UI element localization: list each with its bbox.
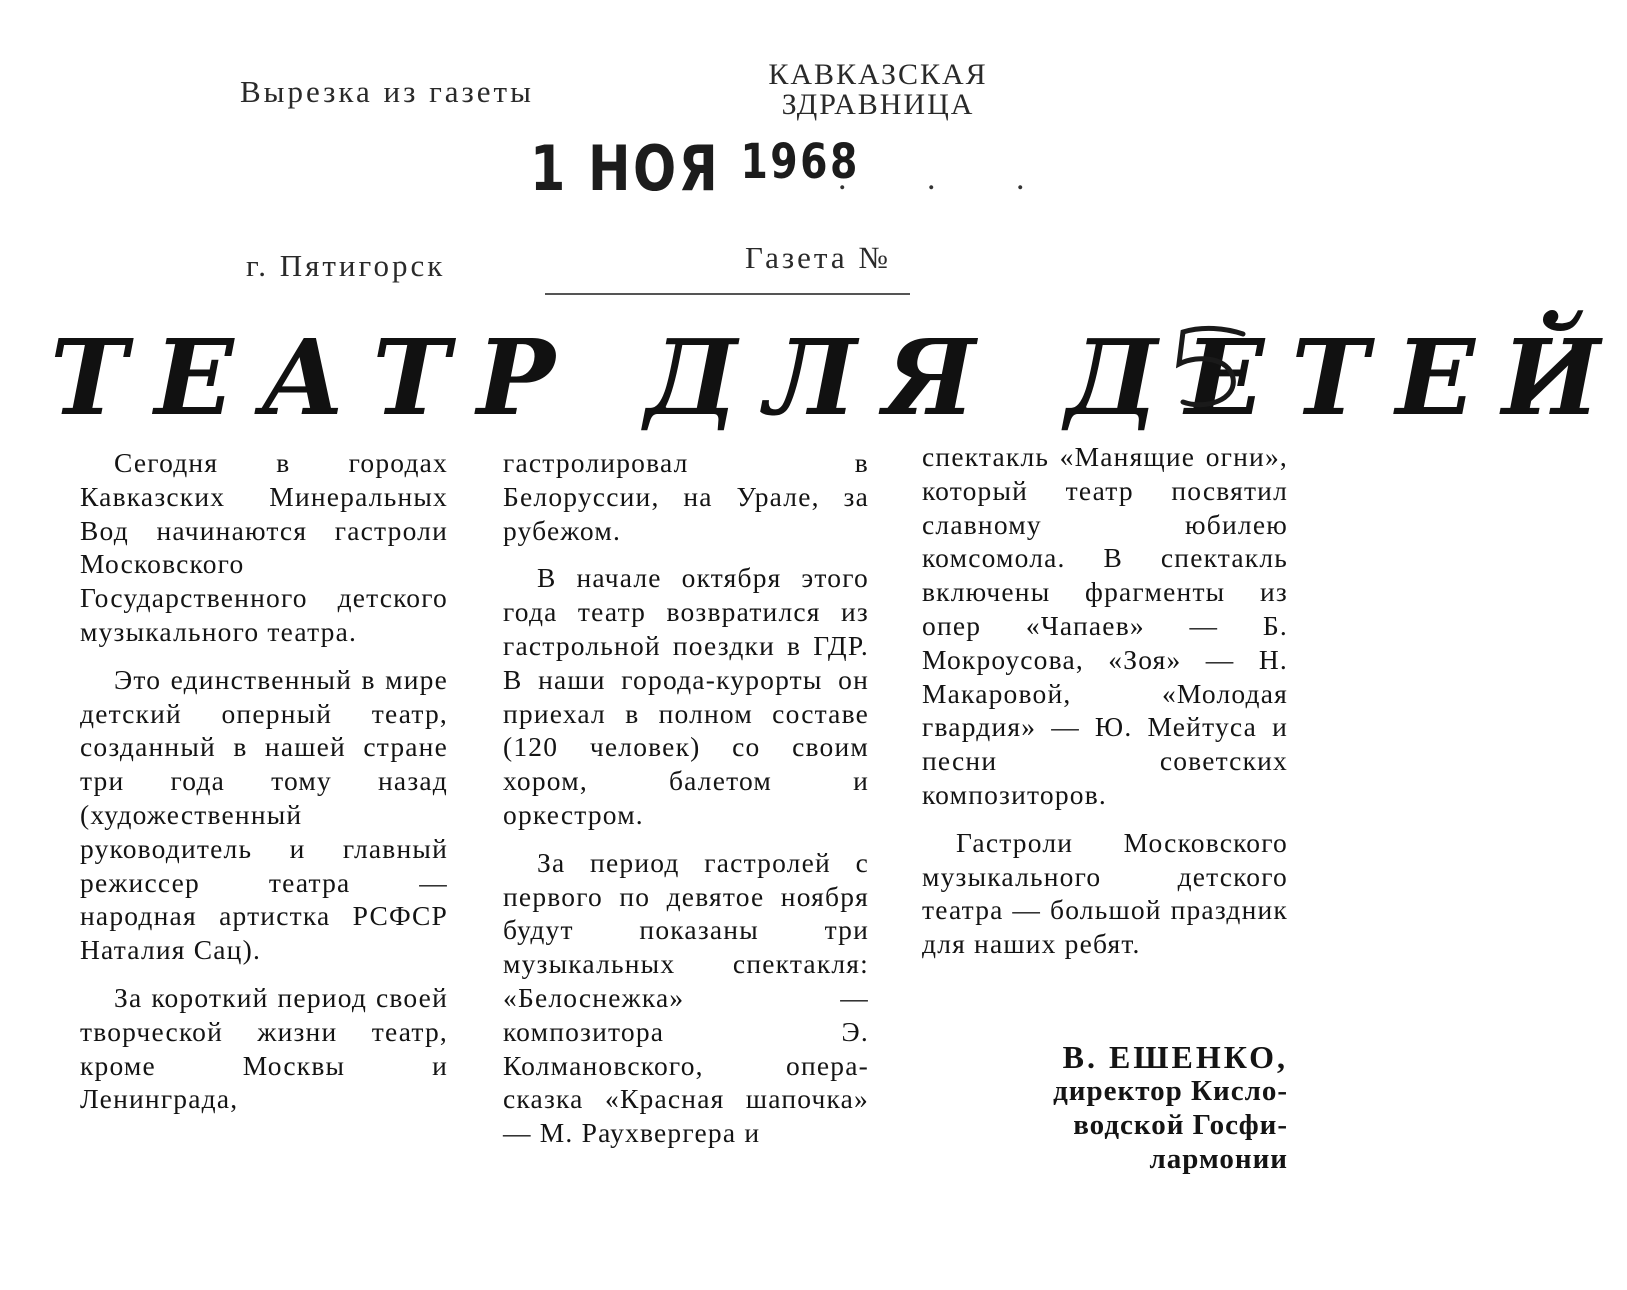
clipping-label: Вырезка из газеты <box>240 74 534 109</box>
newspaper-name-line2: ЗДРАВНИЦА <box>781 88 975 121</box>
col2-paragraph-2: В начале октября этого года театр возвратился из гастрольной поездки в ГДР. В наши города-курорты он приехал в полном составе (120 человек) со своим хором, балетом и оркестром. <box>503 562 869 830</box>
date-stamp <box>530 132 860 205</box>
col2-paragraph-1: гастролировал в Белоруссии, на Урале, за рубежом. <box>503 447 869 546</box>
col3-paragraph-1: спектакль «Манящие огни», который театр посвятил славному юбилею комсомола. В спектакль включены фрагменты из опер «Чапаев» — Б. Мокроусова, «Зоя» — Н. Макаровой, «Молодая гвардия» — Ю. Мейтуса и песни советских композиторов. <box>922 441 1288 810</box>
author-title-line2: водской Госфи- <box>1073 1109 1288 1141</box>
author-signature <box>960 1040 1288 1176</box>
handwritten-number-mark <box>1165 318 1255 413</box>
col1-paragraph-3: За короткий период своей творческой жизни театр, кроме Москвы и Ленинграда, <box>80 981 448 1115</box>
author-title-line3: лармонии <box>1149 1143 1288 1175</box>
article-column-2 <box>503 446 869 1150</box>
author-title-line1: директор Кисло- <box>1053 1075 1288 1107</box>
author-name: В. ЕШЕНКО, <box>1062 1039 1288 1075</box>
col3-paragraph-2: Гастроли Московского музыкального детского театра — большой праздник для наших ребят. <box>922 826 1288 960</box>
col1-paragraph-2: Это единственный в мире детский оперный театр, созданный в нашей стране три года тому назад (художественный руководитель и главный режиссер театра — народная артистка РСФСР Наталия Сац). <box>80 663 448 966</box>
article-title: ТЕАТР ДЛЯ ДЕТЕЙ <box>50 316 1627 439</box>
newspaper-name-line1: КАВКАЗСКАЯ <box>768 58 988 91</box>
issue-underline <box>545 293 910 295</box>
stamp-date: 1 НОЯ <box>530 132 721 205</box>
col2-paragraph-3: За период гастролей с первого по девятое ноября будут показаны три музыкальных спектакля: «Белоснежка» — композитора Э. Колмановского, опера-сказка «Красная шапочка» — М. Раухвергера и <box>503 846 869 1149</box>
issue-label: Газета № <box>745 240 891 275</box>
stamp-year: 1968 <box>740 134 860 190</box>
article-column-1 <box>80 446 448 1116</box>
col1-paragraph-1: Сегодня в городах Кавказских Минеральных Вод начинаются гастроли Московского Государственного детского музыкального театра. <box>80 447 448 647</box>
article-column-3 <box>922 440 1288 961</box>
stamp-dots: . . . <box>838 160 1061 197</box>
newspaper-name <box>748 60 1008 120</box>
city-label: г. Пятигорск <box>246 248 446 283</box>
